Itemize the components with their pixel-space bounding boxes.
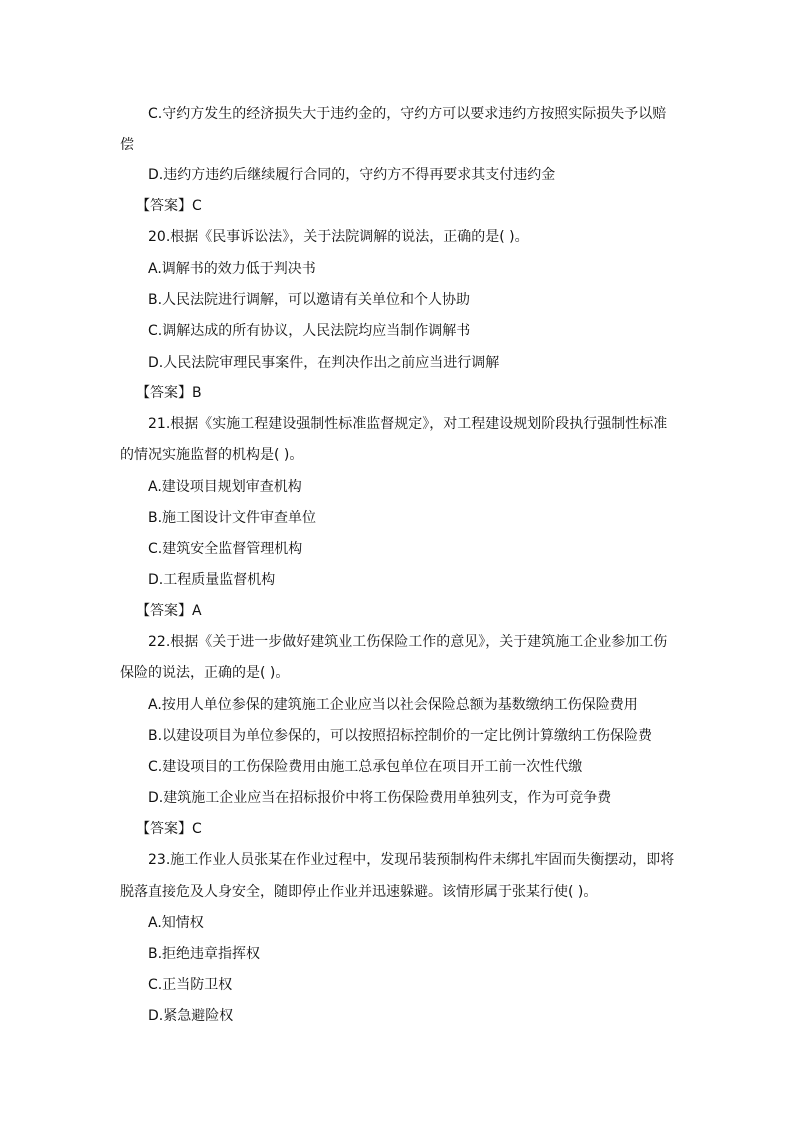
question-21-line1: 21.根据《实施工程建设强制性标准监督规定》，对工程建设规划阶段执行强制性标准 bbox=[148, 416, 668, 432]
q22-option-d: D.建筑施工企业应当在招标报价中将工伤保险费用单独列支，作为可竞争费 bbox=[148, 790, 612, 806]
q22-option-a: A.按用人单位参保的建筑施工企业应当以社会保险总额为基数缴纳工伤保险费用 bbox=[148, 697, 638, 713]
q22-option-c: C.建设项目的工伤保险费用由施工总承包单位在项目开工前一次性代缴 bbox=[148, 759, 583, 775]
q21-option-a: A.建设项目规划审查机构 bbox=[148, 479, 302, 495]
q20-option-c: C.调解达成的所有协议，人民法院均应当制作调解书 bbox=[148, 323, 471, 339]
option-d: D.违约方违约后继续履行合同的，守约方不得再要求其支付违约金 bbox=[148, 167, 556, 183]
q23-option-c: C.正当防卫权 bbox=[148, 977, 233, 993]
question-23-line2: 脱落直接危及人身安全，随即停止作业并迅速躲避。该情形属于张某行使( )。 bbox=[120, 884, 598, 900]
q20-option-a: A.调解书的效力低于判决书 bbox=[148, 261, 316, 277]
question-21-line2: 的情况实施监督的机构是( )。 bbox=[120, 447, 304, 463]
q20-option-b: B.人民法院进行调解，可以邀请有关单位和个人协助 bbox=[148, 292, 471, 308]
answer-22: 【答案】C bbox=[136, 821, 202, 837]
option-c-line1: C.守约方发生的经济损失大于违约金的，守约方可以要求违约方按照实际损失予以赔 bbox=[148, 106, 667, 122]
question-23-line1: 23.施工作业人员张某在作业过程中，发现吊装预制构件未绑扎牢固而失衡摆动，即将 bbox=[148, 852, 675, 868]
question-22-line1: 22.根据《关于进一步做好建筑业工伤保险工作的意见》，关于建筑施工企业参加工伤 bbox=[148, 634, 668, 650]
q21-option-d: D.工程质量监督机构 bbox=[148, 572, 276, 588]
q23-option-a: A.知情权 bbox=[148, 915, 204, 931]
q22-option-b: B.以建设项目为单位参保的，可以按照招标控制价的一定比例计算缴纳工伤保险费 bbox=[148, 728, 653, 744]
option-c-line2: 偿 bbox=[120, 137, 134, 153]
q21-option-b: B.施工图设计文件审查单位 bbox=[148, 510, 317, 526]
q23-option-b: B.拒绝违章指挥权 bbox=[148, 946, 261, 962]
q20-option-d: D.人民法院审理民事案件，在判决作出之前应当进行调解 bbox=[148, 355, 500, 371]
answer-19: 【答案】C bbox=[136, 198, 202, 214]
answer-21: 【答案】A bbox=[136, 603, 202, 619]
q21-option-c: C.建筑安全监督管理机构 bbox=[148, 541, 303, 557]
question-22-line2: 保险的说法，正确的是( )。 bbox=[120, 665, 290, 681]
question-20: 20.根据《民事诉讼法》，关于法院调解的说法，正确的是( )。 bbox=[148, 229, 529, 245]
q23-option-d: D.紧急避险权 bbox=[148, 1008, 234, 1024]
answer-20: 【答案】B bbox=[136, 385, 202, 401]
